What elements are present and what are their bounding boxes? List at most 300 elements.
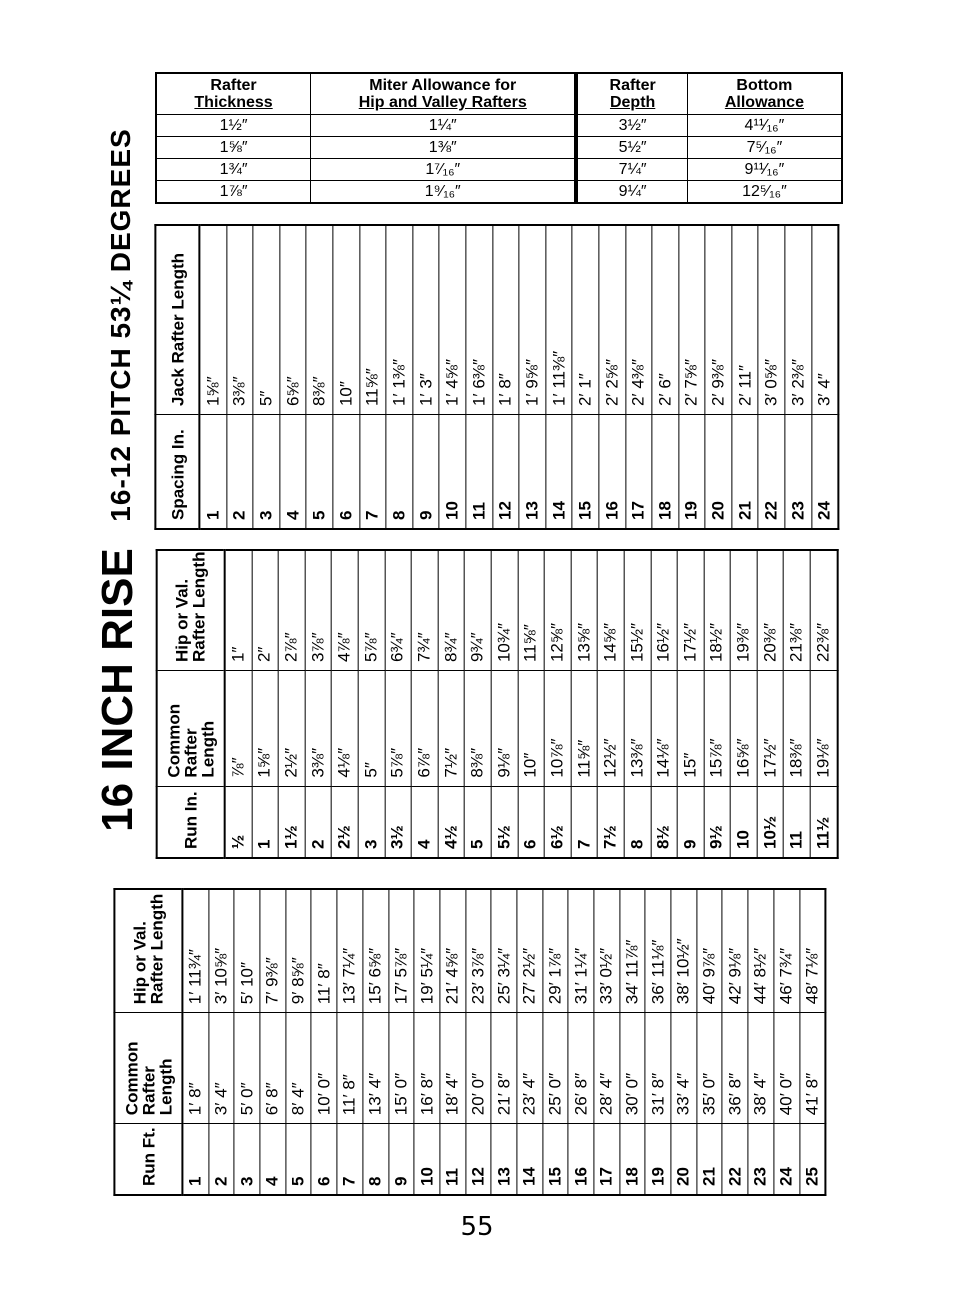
table-cell: 26′ 8″: [568, 1013, 594, 1124]
table-cell: 1¼″: [311, 115, 577, 137]
table-cell: 11: [784, 786, 811, 858]
table-cell: 16: [599, 415, 626, 529]
table-cell: 5′ 0″: [234, 1013, 260, 1124]
table-cell: 10″: [333, 225, 360, 415]
table-row: [544, 550, 571, 858]
table-cell: 17: [625, 415, 652, 529]
table-cell: 11′ 8″: [337, 1013, 363, 1124]
table-cell: 38′ 4″: [748, 1013, 774, 1124]
table-cell: 38′ 10½″: [671, 889, 697, 1013]
table-cell: 16½″: [651, 550, 678, 671]
pitch-title: 16-12 PITCH 53¼ DEGREES: [105, 128, 136, 522]
table-row: [517, 889, 543, 1195]
table-cell: 9′ 8⅝″: [286, 889, 312, 1013]
table-cell: 6½: [544, 786, 571, 858]
table-cell: 10: [730, 786, 757, 858]
table-cell: 1′ 9⅝″: [519, 225, 546, 415]
table-cell: 10: [439, 415, 466, 529]
table-cell: 5″: [253, 225, 280, 415]
table-row: [671, 889, 697, 1195]
miter-header: Miter Allowance for Hip and Valley Rafters: [311, 73, 577, 115]
table-cell: 15⅞″: [704, 671, 731, 787]
table-cell: 3½″: [576, 115, 687, 137]
table-cell: 4: [411, 786, 438, 858]
table-cell: 22: [722, 1124, 748, 1195]
table-cell: 4: [280, 415, 307, 529]
table-cell: 20: [671, 1124, 697, 1195]
table-cell: 15½″: [624, 550, 651, 671]
table-cell: 1′ 11⅜″: [546, 225, 573, 415]
table-cell: 14: [546, 415, 573, 529]
table-cell: 11½: [810, 786, 837, 858]
table-row: [209, 889, 235, 1195]
table-row: [697, 889, 723, 1195]
table-cell: 8: [363, 1124, 389, 1195]
table-cell: 5½″: [576, 137, 687, 159]
table-cell: 24: [774, 1124, 800, 1195]
table-cell: 21: [697, 1124, 723, 1195]
table-cell: 8¾″: [438, 550, 465, 671]
table-cell: 1′ 8″: [182, 1013, 208, 1124]
table-row: [411, 550, 438, 858]
table-cell: 19: [679, 415, 706, 529]
spacing-header: Spacing In.: [155, 415, 199, 529]
table-row: [234, 889, 260, 1195]
table-cell: 6: [333, 415, 360, 529]
table-cell: 2: [209, 1124, 235, 1195]
run-ft-header: Run Ft.: [114, 1124, 182, 1195]
table-cell: 19⅛″: [810, 671, 837, 787]
table-cell: 2: [305, 786, 332, 858]
table-cell: 2: [226, 415, 253, 529]
table-row: [732, 225, 759, 529]
table-row: [278, 550, 305, 858]
table-row: [226, 225, 253, 529]
table-cell: 1⅝″: [199, 225, 226, 415]
table-row: [491, 550, 518, 858]
table-row: [363, 889, 389, 1195]
table-cell: 2′ 7⅝″: [679, 225, 706, 415]
table-cell: 15: [572, 415, 599, 529]
table-cell: 7: [337, 1124, 363, 1195]
table-cell: 9¹¹⁄₁₆″: [687, 159, 842, 181]
run-feet-table: [113, 888, 826, 1196]
table-row: [620, 889, 646, 1195]
table-cell: 11: [440, 1124, 466, 1195]
table-cell: 22: [758, 415, 785, 529]
table-row: [156, 115, 842, 137]
table-row: [679, 225, 706, 529]
table-cell: 5: [465, 786, 492, 858]
table-cell: 6: [518, 786, 545, 858]
table-cell: 19′ 5¼″: [414, 889, 440, 1013]
depth-header: Rafter Depth: [576, 73, 687, 115]
table-row: [757, 550, 784, 858]
table-cell: 9½: [704, 786, 731, 858]
table-cell: 7: [359, 415, 386, 529]
table-cell: 23: [785, 415, 812, 529]
table-row: [785, 225, 812, 529]
table-cell: 18′ 4″: [440, 1013, 466, 1124]
table-cell: 7¾″: [411, 550, 438, 671]
table-cell: 16: [568, 1124, 594, 1195]
table-row: [799, 889, 825, 1195]
table-cell: 11: [466, 415, 493, 529]
table-cell: 5⅞″: [358, 550, 385, 671]
table-cell: 13⅝″: [571, 550, 598, 671]
table-cell: 7¼″: [576, 159, 687, 181]
table-cell: 35′ 0″: [697, 1013, 723, 1124]
table-cell: 8½: [651, 786, 678, 858]
table-cell: 40′ 0″: [774, 1013, 800, 1124]
table-cell: 21⅜″: [784, 550, 811, 671]
table-cell: 7½″: [438, 671, 465, 787]
table-cell: 1⅞″: [156, 181, 311, 204]
table-cell: 18: [620, 1124, 646, 1195]
table-cell: 20: [705, 415, 732, 529]
table-row: [280, 225, 307, 529]
table-row: [252, 550, 279, 858]
table-cell: 1⅝″: [252, 671, 279, 787]
table-cell: 23′ 4″: [517, 1013, 543, 1124]
table-row: [386, 225, 413, 529]
table-cell: 6′ 8″: [260, 1013, 286, 1124]
table-cell: 1′ 6⅜″: [466, 225, 493, 415]
table-cell: 4¹¹⁄₁₆″: [687, 115, 842, 137]
table-cell: 15′ 6⅝″: [363, 889, 389, 1013]
table-cell: 3⅜″: [305, 671, 332, 787]
table-cell: 2′ 11″: [732, 225, 759, 415]
table-row: [286, 889, 312, 1195]
table-cell: 7: [571, 786, 598, 858]
table-cell: 1′ 1⅜″: [386, 225, 413, 415]
table-cell: 10′ 0″: [311, 1013, 337, 1124]
table-cell: 1: [182, 1124, 208, 1195]
common-length-header: Common Rafter Length: [114, 1013, 182, 1124]
table-cell: 34′ 11⅞″: [620, 889, 646, 1013]
table-cell: 1⁷⁄₁₆″: [311, 159, 577, 181]
table-cell: 5: [306, 415, 333, 529]
table-cell: 8⅜″: [465, 671, 492, 787]
table-cell: 1′ 3″: [413, 225, 440, 415]
table-cell: 1′ 4⅝″: [439, 225, 466, 415]
table-cell: 20⅜″: [757, 550, 784, 671]
jack-length-header: Jack Rafter Length: [155, 225, 199, 415]
table-row: [572, 225, 599, 529]
table-cell: 9: [388, 1124, 414, 1195]
thickness-header: Rafter Thickness: [156, 73, 311, 115]
table-cell: 3⅜″: [226, 225, 253, 415]
table-row: [332, 550, 359, 858]
table-row: [625, 225, 652, 529]
hip-length-header: Hip or Val. Rafter Length: [114, 889, 182, 1013]
table-row: [645, 889, 671, 1195]
table-cell: 8: [386, 415, 413, 529]
common-length-header: Common Rafter Length: [157, 671, 225, 787]
table-cell: 30′ 0″: [620, 1013, 646, 1124]
table-cell: 15′ 0″: [388, 1013, 414, 1124]
table-cell: 33′ 4″: [671, 1013, 697, 1124]
inch-header-row: [157, 550, 225, 858]
table-cell: 5⅞″: [385, 671, 412, 787]
table-cell: 12: [492, 415, 519, 529]
table-cell: 3: [234, 1124, 260, 1195]
table-cell: 17½″: [757, 671, 784, 787]
table-cell: 36′ 11⅛″: [645, 889, 671, 1013]
table-row: [492, 225, 519, 529]
table-row: [413, 225, 440, 529]
feet-header-row: [114, 889, 182, 1195]
table-row: [414, 889, 440, 1195]
table-row: [543, 889, 569, 1195]
table-row: [599, 225, 626, 529]
table-cell: 1⅝″: [156, 137, 311, 159]
table-row: [306, 225, 333, 529]
table-cell: 4⅛″: [332, 671, 359, 787]
table-cell: 29′ 1⅞″: [543, 889, 569, 1013]
table-cell: 25′ 3¼″: [491, 889, 517, 1013]
table-cell: 10½: [757, 786, 784, 858]
table-cell: 13⅜″: [624, 671, 651, 787]
table-cell: 25: [799, 1124, 825, 1195]
table-row: [466, 225, 493, 529]
table-cell: 5″: [358, 671, 385, 787]
table-row: [305, 550, 332, 858]
table-row: [465, 889, 491, 1195]
table-cell: 31′ 1¼″: [568, 889, 594, 1013]
table-row: [810, 550, 837, 858]
table-row: [253, 225, 280, 529]
table-cell: 8: [624, 786, 651, 858]
table-cell: 11⅝″: [359, 225, 386, 415]
table-cell: 6⅞″: [411, 671, 438, 787]
table-cell: 3½: [385, 786, 412, 858]
table-cell: 1″: [225, 550, 252, 671]
table-row: [388, 889, 414, 1195]
table-cell: 13: [519, 415, 546, 529]
table-row: [784, 550, 811, 858]
table-cell: 3′ 2⅜″: [785, 225, 812, 415]
table-cell: 23′ 3⅞″: [465, 889, 491, 1013]
allowance-header-row: [156, 73, 842, 115]
table-cell: 9¼″: [576, 181, 687, 204]
table-cell: 1′ 8″: [492, 225, 519, 415]
table-cell: 16′ 8″: [414, 1013, 440, 1124]
table-cell: 2½: [332, 786, 359, 858]
table-cell: 12: [465, 1124, 491, 1195]
table-cell: 1′ 11¾″: [182, 889, 208, 1013]
table-cell: 9: [413, 415, 440, 529]
table-row: [465, 550, 492, 858]
table-cell: 44′ 8½″: [748, 889, 774, 1013]
table-row: [677, 550, 704, 858]
table-cell: 6: [311, 1124, 337, 1195]
table-cell: 33′ 0½″: [594, 889, 620, 1013]
table-row: [652, 225, 679, 529]
table-cell: 15″: [677, 671, 704, 787]
table-cell: 15: [543, 1124, 569, 1195]
table-cell: 14: [517, 1124, 543, 1195]
table-row: [438, 550, 465, 858]
table-row: [704, 550, 731, 858]
table-row: [358, 550, 385, 858]
table-cell: 1: [252, 786, 279, 858]
table-row: [597, 550, 624, 858]
table-row: [260, 889, 286, 1195]
run-inches-table: [156, 549, 839, 859]
table-cell: 18: [652, 415, 679, 529]
table-cell: 3′ 4″: [812, 225, 839, 415]
table-row: [519, 225, 546, 529]
table-cell: 36′ 8″: [722, 1013, 748, 1124]
table-cell: 23: [748, 1124, 774, 1195]
table-cell: 2½″: [278, 671, 305, 787]
table-row: [156, 159, 842, 181]
table-cell: 13: [491, 1124, 517, 1195]
table-cell: 12½″: [597, 671, 624, 787]
table-cell: 3′ 0⅝″: [758, 225, 785, 415]
table-row: [571, 550, 598, 858]
table-cell: 8⅜″: [306, 225, 333, 415]
table-cell: 41′ 8″: [799, 1013, 825, 1124]
table-cell: 4: [260, 1124, 286, 1195]
table-row: [156, 137, 842, 159]
table-row: [705, 225, 732, 529]
table-cell: 21′ 4⅝″: [440, 889, 466, 1013]
table-cell: 10″: [518, 671, 545, 787]
table-row: [440, 889, 466, 1195]
table-cell: 46′ 7¾″: [774, 889, 800, 1013]
page-title: 16 INCH RISE: [93, 548, 142, 832]
table-cell: 10⅞″: [544, 671, 571, 787]
table-cell: 3⅞″: [305, 550, 332, 671]
table-cell: 3′ 4″: [209, 1013, 235, 1124]
table-cell: 22⅜″: [810, 550, 837, 671]
table-row: [359, 225, 386, 529]
table-cell: 20′ 0″: [465, 1013, 491, 1124]
table-row: [182, 889, 208, 1195]
table-cell: 10¾″: [491, 550, 518, 671]
table-row: [337, 889, 363, 1195]
table-cell: 17: [594, 1124, 620, 1195]
table-row: [812, 225, 839, 529]
table-cell: 11′ 8″: [311, 889, 337, 1013]
table-cell: 13′ 7¼″: [337, 889, 363, 1013]
table-row: [758, 225, 785, 529]
table-row: [311, 889, 337, 1195]
table-cell: 19⅜″: [730, 550, 757, 671]
table-cell: 31′ 8″: [645, 1013, 671, 1124]
table-cell: 13′ 4″: [363, 1013, 389, 1124]
table-cell: ½: [225, 786, 252, 858]
hip-length-header: Hip or Val. Rafter Length: [157, 550, 225, 671]
table-row: [546, 225, 573, 529]
table-cell: 10: [414, 1124, 440, 1195]
table-row: [518, 550, 545, 858]
table-cell: 14⅛″: [651, 671, 678, 787]
table-row: [722, 889, 748, 1195]
table-cell: 2′ 1″: [572, 225, 599, 415]
bottom-header: Bottom Allowance: [687, 73, 842, 115]
jack-rafter-table: [154, 224, 839, 530]
table-cell: 1⅜″: [311, 137, 577, 159]
table-cell: 5½: [491, 786, 518, 858]
table-cell: 48′ 7⅛″: [799, 889, 825, 1013]
table-cell: 42′ 9⅛″: [722, 889, 748, 1013]
table-cell: 9⅛″: [491, 671, 518, 787]
table-cell: 25′ 0″: [543, 1013, 569, 1124]
table-cell: 4⅞″: [332, 550, 359, 671]
table-row: [491, 889, 517, 1195]
table-cell: 1: [199, 415, 226, 529]
table-cell: 2″: [252, 550, 279, 671]
table-cell: 7½: [597, 786, 624, 858]
table-cell: 5′ 10″: [234, 889, 260, 1013]
table-row: [385, 550, 412, 858]
table-cell: 5: [286, 1124, 312, 1195]
table-row: [225, 550, 252, 858]
table-cell: 40′ 9⅞″: [697, 889, 723, 1013]
table-row: [333, 225, 360, 529]
table-row: [774, 889, 800, 1195]
table-cell: 3′ 10⅝″: [209, 889, 235, 1013]
table-cell: 4½: [438, 786, 465, 858]
table-cell: 1⁹⁄₁₆″: [311, 181, 577, 204]
table-cell: 21: [732, 415, 759, 529]
table-cell: 28′ 4″: [594, 1013, 620, 1124]
table-cell: 1½: [278, 786, 305, 858]
table-cell: 14⅝″: [597, 550, 624, 671]
table-cell: 24: [812, 415, 839, 529]
table-cell: 12⁵⁄₁₆″: [687, 181, 842, 204]
table-row: [568, 889, 594, 1195]
table-cell: 1½″: [156, 115, 311, 137]
table-cell: 11⅝″: [518, 550, 545, 671]
table-row: [748, 889, 774, 1195]
table-cell: 3: [253, 415, 280, 529]
table-cell: 1¾″: [156, 159, 311, 181]
table-cell: 16⅝″: [730, 671, 757, 787]
table-cell: 8′ 4″: [286, 1013, 312, 1124]
table-cell: 3: [358, 786, 385, 858]
run-in-header: Run In.: [157, 786, 225, 858]
table-cell: 2′ 9⅜″: [705, 225, 732, 415]
table-cell: 27′ 2½″: [517, 889, 543, 1013]
jack-header-row: [155, 225, 199, 529]
allowance-table: [155, 72, 843, 204]
table-cell: 17½″: [677, 550, 704, 671]
table-row: [594, 889, 620, 1195]
table-row: [199, 225, 226, 529]
table-cell: 2′ 2⅝″: [599, 225, 626, 415]
table-cell: 19: [645, 1124, 671, 1195]
table-cell: 17′ 5⅞″: [388, 889, 414, 1013]
table-cell: 2′ 4⅜″: [625, 225, 652, 415]
table-row: [730, 550, 757, 858]
table-row: [624, 550, 651, 858]
table-row: [439, 225, 466, 529]
table-row: [156, 181, 842, 204]
table-cell: 7′ 9⅜″: [260, 889, 286, 1013]
table-cell: 6¾″: [385, 550, 412, 671]
table-cell: 2⅞″: [278, 550, 305, 671]
page-number: 55: [460, 1212, 494, 1242]
table-cell: 2′ 6″: [652, 225, 679, 415]
table-cell: 11⅝″: [571, 671, 598, 787]
table-cell: 18½″: [704, 550, 731, 671]
table-cell: 21′ 8″: [491, 1013, 517, 1124]
table-cell: 12⅝″: [544, 550, 571, 671]
